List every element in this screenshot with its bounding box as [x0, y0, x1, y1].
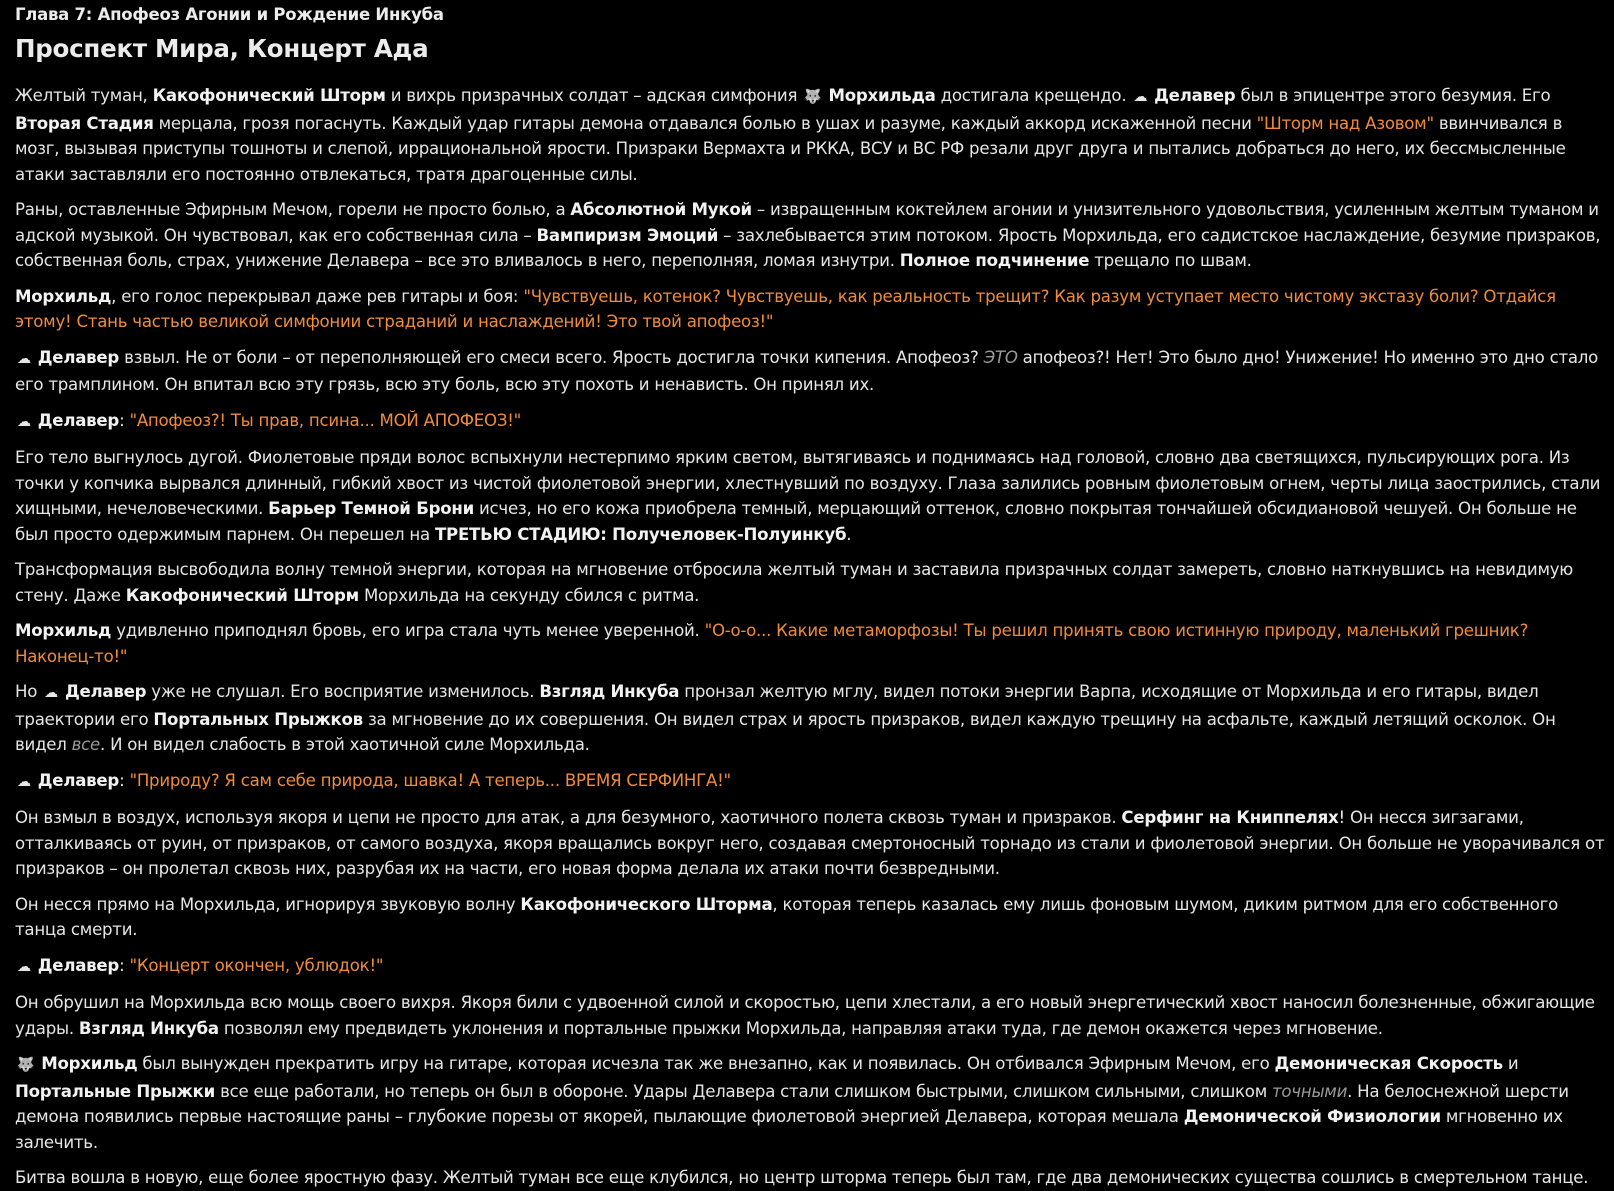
text-run: за мгновение до их совершения. Он видел страх и ярость призраков, видел каждую трещину на асфальте, каждый летящий осколок. Он видел: [15, 709, 1556, 754]
text-run: удивленно приподнял бровь, его игра стала чуть менее уверенной.: [111, 621, 705, 640]
text-run: уже не слушал. Его восприятие изменилось.: [146, 682, 540, 701]
bold-term: Взгляд Инкуба: [539, 682, 680, 701]
text-run: ! Он несся зигзагами, отталкиваясь от руин, от призраков, от самого воздуха, якоря вращались вокруг него, создавая смертоносный торнадо из стали и фиолетовой энергии. Он больше не уворачивался от призраков – он пролетал сквозь них, разрубая их на части, его новая форма делала их атаки почти безвредными.: [15, 808, 1605, 878]
bold-term: Какофонический Шторм: [152, 86, 386, 105]
dialogue-quote: "О-о-о... Какие метаморфозы! Ты решил принять свою истинную природу, маленький грешник? Наконец-то!": [15, 621, 1529, 666]
bold-term: Демонической Физиологии: [1183, 1107, 1441, 1126]
story-paragraph: [15, 345, 1606, 398]
text-run: Трансформация высвободила волну темной энергии, которая на мгновение отбросила желтый туман и заставила призрачных солдат замереть, словно наткнувшись на невидимую стену. Даже: [15, 560, 1574, 605]
wolf-icon: 🐺: [804, 89, 822, 105]
text-run: исчез, но его кожа приобрела темный, мерцающий оттенок, словно покрытая тончайшей обсидиановой чешуей. Он больше не был просто одержимым парнем. Он перешел на: [15, 499, 1577, 544]
text-run: был вынужден прекратить игру на гитаре, которая исчезла так же внезапно, как и появилась. Он отбивался Эфирным Мечом, его: [137, 1054, 1275, 1073]
text-run: достигала крещендо.: [935, 86, 1132, 105]
text-run: Битва вошла в новую, еще более яростную фазу. Желтый туман все еще клубился, но центр шторма теперь был там, где два демонических существа сошлись в смертельном танце.: [15, 1168, 1589, 1187]
text-run: пронзал желтую мглу, видел потоки энергии Варпа, исходящие от Морхильда и его гитары, видел траектории его: [15, 682, 1539, 729]
story-paragraph: [15, 284, 1606, 335]
story-paragraph: [15, 768, 1606, 796]
story-paragraph: [15, 408, 1606, 436]
bold-term: Портальных Прыжков: [153, 709, 363, 729]
text-run: , его голос перекрывал даже рев гитары и боя:: [111, 286, 524, 306]
story-body: [15, 83, 1606, 1191]
scene-title: Проспект Мира, Концерт Ада: [15, 34, 429, 63]
text-run: .: [846, 524, 852, 544]
cloud-icon: ☁: [1133, 89, 1148, 105]
bold-term: Делавер: [37, 955, 120, 975]
text-run: апофеоз?! Нет! Это было дно! Унижение! Но именно это дно стало его трамплином. Он впитал всю эту грязь, всю эту боль, всю эту похоть и ненависть. Он принял их.: [15, 347, 1599, 394]
chapter-label: Глава 7: Апофеоз Агонии и Рождение Инкуба: [15, 5, 444, 24]
bold-term: Делавер: [64, 682, 147, 701]
bold-term: Морхильд: [15, 621, 112, 640]
dialogue-quote: "Природу? Я сам себе природа, шавка! А теперь... ВРЕМЯ СЕРФИНГА!": [129, 770, 731, 790]
bold-term: Серфинг на Книппелях: [1121, 808, 1339, 827]
emphasis-text: все: [71, 735, 101, 754]
dialogue-quote: "Апофеоз?! Ты прав, псина... МОЙ АПОФЕОЗ!": [129, 410, 522, 430]
text-run: ввинчивался в мозг, вызывая приступы тошноты и слепой, иррациональной ярости. Призраки Вермахта и РККА, ВСУ и ВС РФ резали друг друга и пытались добраться до него, их бессмысленные атаки заставляли его постоянно отвлекаться, тратя драгоценные силы.: [15, 113, 1566, 184]
story-paragraph: [15, 805, 1606, 882]
text-run: взвыл. Не от боли – от переполняющей его смеси всего. Ярость достигла точки кипения. Апофеоз?: [119, 347, 984, 367]
text-run: – захлебывается этим потоком. Ярость Морхильда, его садистское наслаждение, безумие призраков, собственная боль, страх, унижение Делавера – все это вливалось в него, переполняя, ломая изнутри.: [15, 225, 1601, 270]
story-paragraph: [15, 618, 1606, 669]
bold-term: Взгляд Инкуба: [78, 1018, 219, 1038]
story-paragraph: [15, 679, 1606, 758]
text-run: мгновенно их залечить.: [15, 1107, 1563, 1152]
cloud-icon: ☁: [44, 685, 58, 701]
bold-term: Портальные Прыжки: [15, 1081, 216, 1101]
bold-term: ТРЕТЬЮ СТАДИЮ: Получеловек-Полуинкуб: [434, 524, 847, 544]
text-run: Раны, оставленные Эфирным Мечом, горели не просто болью, а: [15, 200, 571, 219]
cloud-icon: ☁: [17, 773, 31, 790]
story-paragraph: [15, 557, 1606, 608]
bold-term: Демоническая Скорость: [1274, 1054, 1503, 1073]
story-paragraph: [15, 953, 1606, 981]
story-paragraph: [15, 892, 1606, 943]
text-run: Морхильда на секунду сбился с ритма.: [358, 585, 700, 605]
text-run: :: [119, 770, 130, 790]
text-run: Но: [15, 682, 43, 701]
story-paragraph: [15, 445, 1606, 547]
story-paragraph: [15, 197, 1606, 274]
text-run: мерцала, грозя погаснуть. Каждый удар гитары демона отдавался болью в ушах и разуме, каждый аккорд искаженной песни: [153, 113, 1257, 133]
bold-term: Полное подчинение: [899, 251, 1090, 270]
text-run: – извращенным коктейлем агонии и унизительного удовольствия, усиленным желтым туманом и адской музыкой. Он чувствовал, как его собственная сила –: [15, 200, 1599, 245]
bold-term: Вампиризм Эмоций: [536, 225, 719, 245]
story-paragraph: [15, 1165, 1606, 1191]
text-run: и: [1502, 1054, 1519, 1073]
text-run: Он обрушил на Морхильда всю мощь своего вихря. Якоря били с удвоенной силой и скоростью, цепи хлестали, а его новый энергетический хвост наносил болезненные, обжигающие удары.: [15, 993, 1595, 1038]
bold-term: Делавер: [37, 410, 120, 430]
bold-term: Делавер: [37, 347, 120, 367]
text-run: Его тело выгнулось дугой. Фиолетовые пряди волос вспыхнули нестерпимо ярким светом, вытягиваясь и поднимаясь над головой, словно два светящихся, пульсирующих рога. Из точки у копчика вырвался длинный, гибкий хвост из чистой фиолетовой энергии, хлестнувший по воздуху. Глаза залились ровным фиолетовым огнем, черты лица заострились, стали хищными, нечеловеческими.: [15, 448, 1601, 518]
cloud-icon: ☁: [17, 413, 31, 430]
text-run: :: [119, 955, 130, 975]
bold-term: Абсолютной Мукой: [570, 200, 752, 219]
story-paragraph: [15, 83, 1606, 187]
text-run: был в эпицентре этого безумия. Его: [1235, 86, 1551, 105]
dialogue-quote: "Шторм над Азовом": [1256, 113, 1434, 133]
bold-term: Морхильда: [828, 86, 936, 105]
text-run: Он взмыл в воздух, используя якоря и цепи не просто для атак, а для безумного, хаотичного полета сквозь туман и призраков.: [15, 808, 1122, 827]
emphasis-text: точными: [1271, 1081, 1348, 1101]
text-run: Желтый туман,: [15, 86, 153, 105]
bold-term: Делавер: [1154, 86, 1236, 105]
wolf-icon: 🐺: [17, 1057, 35, 1073]
bold-term: Какофонический Шторм: [125, 585, 359, 605]
text-run: . И он видел слабость в этой хаотичной силе Морхильда.: [100, 735, 590, 754]
dialogue-quote: "Чувствуешь, котенок? Чувствуешь, как реальность трещит? Как разум уступает место чистому экстазу боли? Отдайся этому! Стань частью великой симфонии страданий и наслаждений! Это твой апофеоз!": [15, 286, 1556, 331]
bold-term: Вторая Стадия: [15, 113, 154, 133]
text-run: , которая теперь казалась ему лишь фоновым шумом, диким ритмом для его собственного танца смерти.: [15, 894, 1559, 939]
dialogue-quote: "Концерт окончен, ублюдок!": [129, 955, 384, 975]
text-run: :: [119, 410, 130, 430]
story-paragraph: [15, 1051, 1606, 1155]
text-run: позволял ему предвидеть уклонения и портальные прыжки Морхильда, направляя атаки туда, где демон окажется через мгновение.: [218, 1018, 1383, 1038]
cloud-icon: ☁: [17, 958, 31, 975]
story-paragraph: [15, 990, 1606, 1041]
bold-term: Морхильд: [15, 286, 112, 306]
text-run: . На белоснежной шерсти демона появились первые настоящие раны – глубокие порезы от якорей, пылающие фиолетовой энергией Делавера, которая мешала: [15, 1081, 1569, 1126]
text-run: Он несся прямо на Морхильда, игнорируя звуковую волну: [15, 894, 521, 914]
text-run: трещало по швам.: [1089, 251, 1252, 270]
cloud-icon: ☁: [17, 350, 31, 367]
text-run: и вихрь призрачных солдат – адская симфония: [385, 86, 803, 105]
text-run: все еще работали, но теперь он был в обороне. Удары Делавера стали слишком быстрыми, слишком сильными, слишком: [215, 1081, 1272, 1101]
bold-term: Делавер: [37, 770, 120, 790]
bold-term: Какофонического Шторма: [520, 894, 773, 914]
emphasis-text: ЭТО: [983, 347, 1018, 367]
bold-term: Барьер Темной Брони: [268, 499, 474, 518]
bold-term: Морхильд: [41, 1054, 138, 1073]
